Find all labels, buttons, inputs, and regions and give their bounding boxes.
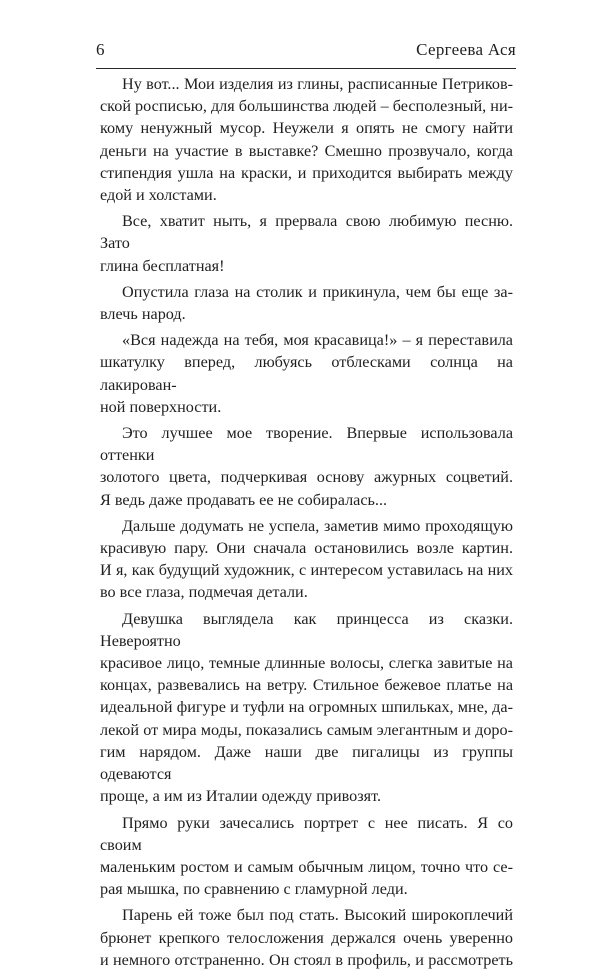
- paragraph: [100, 812, 513, 901]
- text-line: И я, как будущий художник, с интересом уставилась на них: [100, 561, 513, 580]
- text-line: золотого цвета, подчеркивая основу ажурных соцветий.: [100, 468, 513, 487]
- text-line: «Вся надежда на тебя, моя красавица!» – я переставила: [122, 331, 513, 350]
- text-line: и немного отстраненно. Он стоял в профиль, и рассмотреть: [100, 950, 513, 969]
- text-line: идеальной фигуре и туфли на огромных шпильках, мне, да-: [100, 698, 513, 717]
- text-line: маленьким ростом и самым обычным лицом, точно что се-: [100, 857, 513, 876]
- text-line: красивую пару. Они сначала остановились возле картин.: [100, 539, 513, 558]
- text-line: гим нарядом. Даже наши две пигалицы из группы одеваются: [100, 742, 513, 784]
- text-line: шкатулку вперед, любуясь отблесками солнца на лакирован-: [100, 353, 513, 394]
- text-line: Дальше додумать не успела, заметив мимо проходящую: [122, 516, 513, 535]
- text-line: стипендия ушла на краски, и приходится выбирать между: [100, 163, 513, 182]
- running-head-author: Сергеева Ася: [416, 40, 516, 59]
- paragraph: [100, 210, 513, 277]
- text-line: Все, хватит ныть, я прервала свою любимую песню. Зато: [100, 212, 513, 253]
- paragraph: [100, 281, 513, 325]
- text-line: Я ведь даже продавать ее не собиралась...: [100, 490, 388, 509]
- text-line: едой и холстами.: [100, 186, 217, 205]
- text-line: ской росписью, для большинства людей – бесполезный, ни-: [100, 97, 513, 116]
- paragraph: [100, 73, 513, 206]
- text-line: влечь народ.: [100, 305, 186, 324]
- text-line: Это лучшее мое творение. Впервые использовала оттенки: [100, 424, 513, 465]
- paragraph: [100, 904, 513, 971]
- page-number: 6: [96, 40, 105, 59]
- body-text: [100, 73, 513, 975]
- text-line: рая мышка, по сравнению с гламурной леди.: [100, 880, 408, 899]
- text-line: брюнет крепкого телосложения держался очень уверенно: [100, 928, 513, 947]
- text-line: концах, развевались на ветру. Стильное бежевое платье на: [100, 676, 513, 695]
- text-line: лекой от мира моды, показались самым элегантным и доро-: [100, 720, 513, 739]
- paragraph: [100, 608, 513, 808]
- text-line: ной поверхности.: [100, 397, 222, 416]
- paragraph: [100, 329, 513, 418]
- paragraph: [100, 515, 513, 604]
- text-line: кому ненужный мусор. Неужели я опять не смогу найти: [100, 119, 513, 138]
- text-line: Опустила глаза на столик и прикинула, чем бы еще за-: [122, 282, 513, 301]
- page-header: [96, 38, 516, 69]
- text-line: Прямо руки зачесались портрет с нее писать. Я со своим: [100, 813, 513, 854]
- text-line: во все глаза, подмечая детали.: [100, 583, 308, 602]
- text-line: Парень ей тоже был под стать. Высокий широкоплечий: [122, 906, 513, 925]
- text-line: красивое лицо, темные длинные волосы, слегка завитые на: [100, 654, 513, 673]
- text-line: деньги на участие в выставке? Смешно прозвучало, когда: [100, 141, 513, 160]
- text-line: Девушка выглядела как принцесса из сказки. Невероятно: [100, 609, 513, 650]
- text-line: проще, а им из Италии одежду привозят.: [100, 787, 382, 806]
- text-line: глина бесплатная!: [100, 256, 225, 275]
- paragraph: [100, 422, 513, 511]
- text-line: Ну вот... Мои изделия из глины, расписанные Петриков-: [122, 75, 513, 93]
